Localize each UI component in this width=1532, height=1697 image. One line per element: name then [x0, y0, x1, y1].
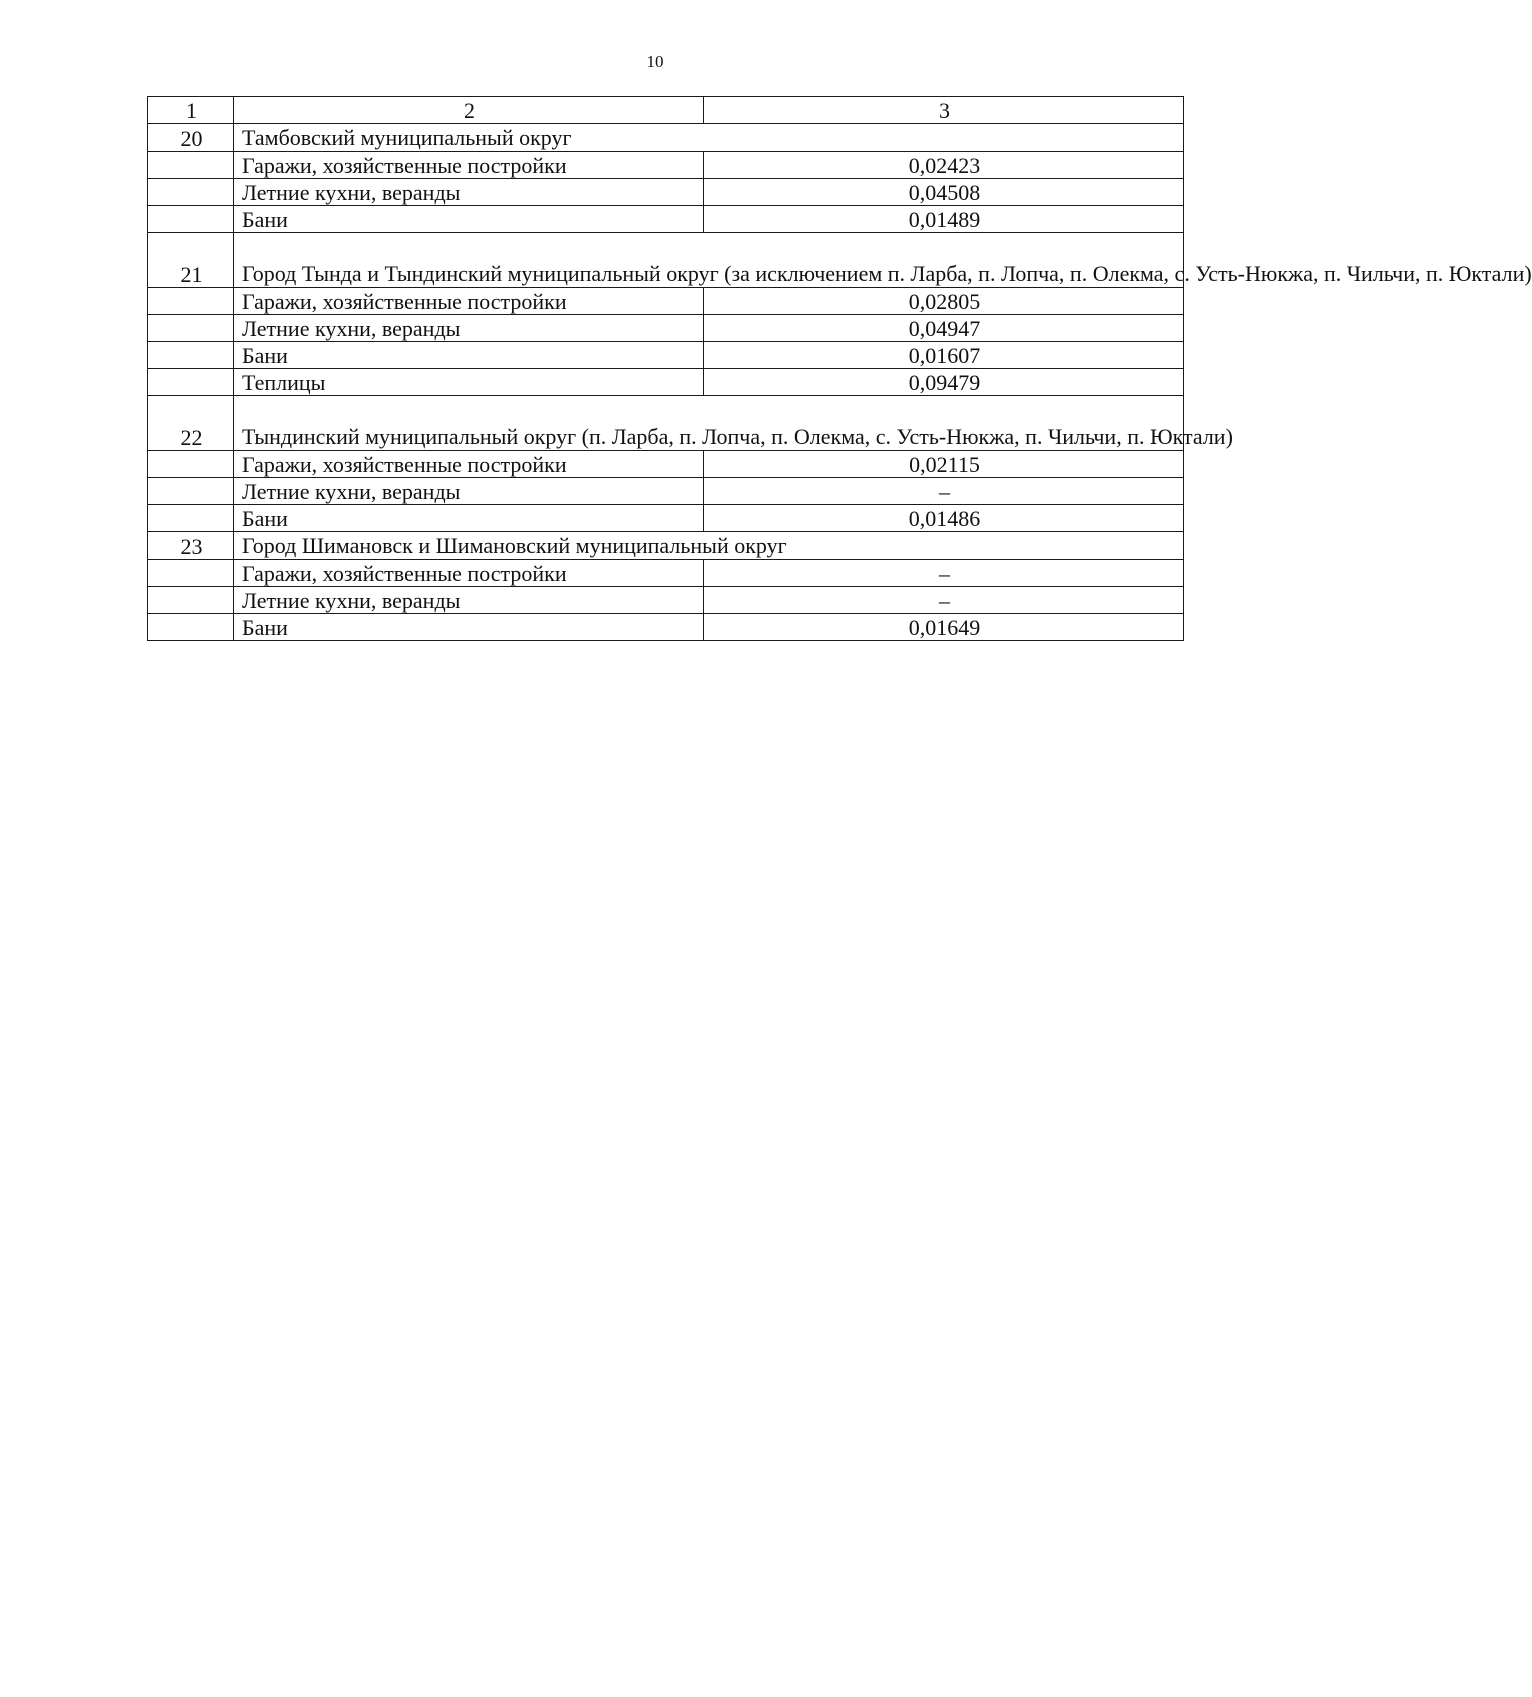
item-name: Гаражи, хозяйственные постройки — [234, 560, 704, 587]
item-value: 0,04508 — [704, 179, 1184, 206]
group-title: Город Тында и Тындинский муниципальный округ (за исключением п. Ларба, п. Лопча, п. Олекма, с. Усть-Нюкжа, п. Чильчи, п. Юктали) — [234, 233, 1184, 288]
item-row — [148, 369, 1184, 396]
table-header-row — [148, 97, 1184, 124]
empty-number-cell — [148, 315, 234, 342]
empty-number-cell — [148, 179, 234, 206]
item-row — [148, 152, 1184, 179]
item-row — [148, 478, 1184, 505]
item-value: 0,01649 — [704, 614, 1184, 641]
item-row — [148, 206, 1184, 233]
item-name: Бани — [234, 614, 704, 641]
empty-number-cell — [148, 152, 234, 179]
table-body — [148, 97, 1532, 641]
item-row — [148, 288, 1184, 315]
item-name: Бани — [234, 206, 704, 233]
item-value: 0,02805 — [704, 288, 1184, 315]
empty-number-cell — [148, 505, 234, 532]
group-row — [148, 396, 1184, 451]
page-number: 10 — [646, 52, 664, 71]
item-value: 0,01489 — [704, 206, 1184, 233]
item-name: Летние кухни, веранды — [234, 587, 704, 614]
item-row — [148, 587, 1184, 614]
empty-number-cell — [148, 342, 234, 369]
group-row — [148, 233, 1184, 288]
item-value: 0,02115 — [704, 451, 1184, 478]
empty-number-cell — [148, 369, 234, 396]
item-name: Гаражи, хозяйственные постройки — [234, 152, 704, 179]
header-col-2: 2 — [234, 97, 704, 124]
item-name: Гаражи, хозяйственные постройки — [234, 288, 704, 315]
item-row — [148, 315, 1184, 342]
empty-number-cell — [148, 614, 234, 641]
group-title: Тамбовский муниципальный округ — [234, 124, 1184, 152]
item-value: 0,02423 — [704, 152, 1184, 179]
item-name: Теплицы — [234, 369, 704, 396]
item-row — [148, 614, 1184, 641]
item-name: Летние кухни, веранды — [234, 478, 704, 505]
item-row — [148, 505, 1184, 532]
empty-number-cell — [148, 451, 234, 478]
group-number: 22 — [148, 396, 234, 451]
item-name: Бани — [234, 505, 704, 532]
item-value: 0,09479 — [704, 369, 1184, 396]
item-value: 0,04947 — [704, 315, 1184, 342]
item-row — [148, 560, 1184, 587]
item-row — [148, 451, 1184, 478]
empty-number-cell — [148, 288, 234, 315]
item-row — [148, 342, 1184, 369]
group-title: Тындинский муниципальный округ (п. Ларба, п. Лопча, п. Олекма, с. Усть-Нюкжа, п. Чильчи, п. Юктали) — [234, 396, 1184, 451]
item-name: Гаражи, хозяйственные постройки — [234, 451, 704, 478]
group-title: Город Шимановск и Шимановский муниципальный округ — [234, 532, 1184, 560]
group-number: 21 — [148, 233, 234, 288]
item-value: – — [704, 478, 1184, 505]
item-value: – — [704, 560, 1184, 587]
item-name: Летние кухни, веранды — [234, 315, 704, 342]
item-name: Летние кухни, веранды — [234, 179, 704, 206]
item-name: Бани — [234, 342, 704, 369]
empty-number-cell — [148, 560, 234, 587]
group-row — [148, 532, 1184, 560]
item-value: 0,01486 — [704, 505, 1184, 532]
group-row — [148, 124, 1184, 152]
group-number: 23 — [148, 532, 234, 560]
empty-number-cell — [148, 587, 234, 614]
group-number: 20 — [148, 124, 234, 152]
coefficients-table — [147, 96, 1532, 641]
item-value: 0,01607 — [704, 342, 1184, 369]
empty-number-cell — [148, 478, 234, 505]
header-col-1: 1 — [148, 97, 234, 124]
empty-number-cell — [148, 206, 234, 233]
item-row — [148, 179, 1184, 206]
item-value: – — [704, 587, 1184, 614]
header-col-3: 3 — [704, 97, 1184, 124]
